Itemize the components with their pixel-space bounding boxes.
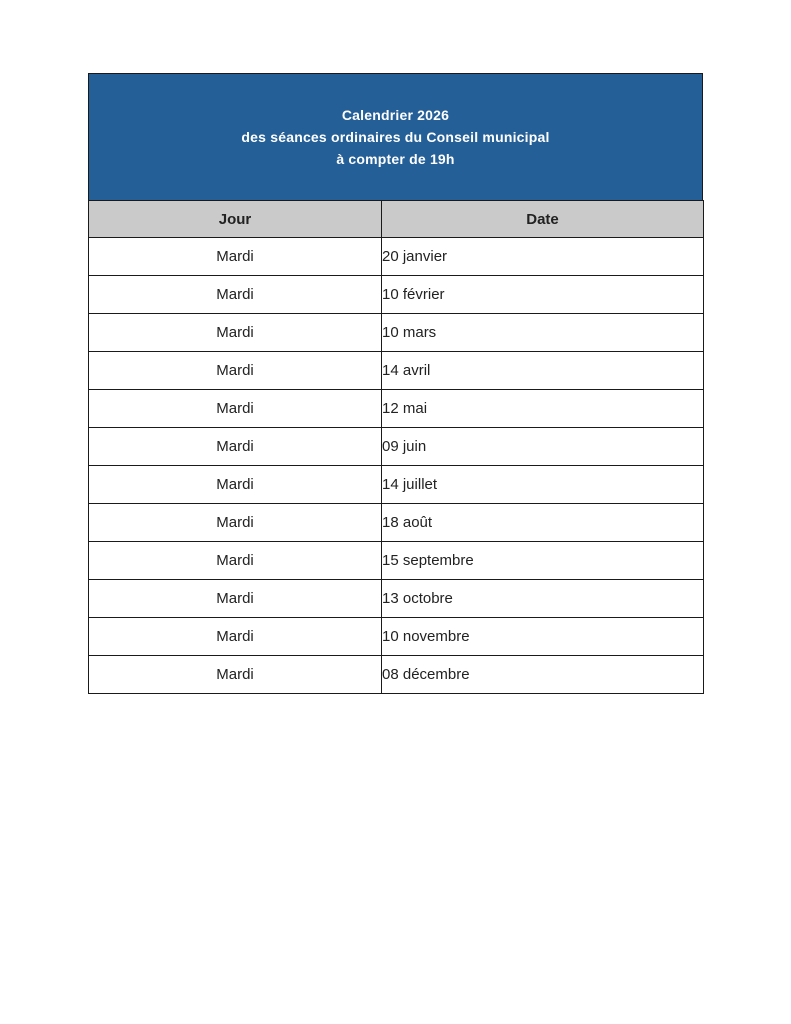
cell-date: 13 octobre [382,580,704,618]
table-body [89,238,704,694]
sessions-table [88,200,704,694]
table-row [89,428,704,466]
calendar-document [88,73,703,694]
column-header-date: Date [382,201,704,238]
title-line-1: Calendrier 2026 [341,107,450,123]
cell-date: 10 mars [382,314,704,352]
cell-jour: Mardi [89,504,382,542]
cell-date: 20 janvier [382,238,704,276]
table-row [89,466,704,504]
cell-date: 14 avril [382,352,704,390]
cell-jour: Mardi [89,276,382,314]
title-line-2: des séances ordinaires du Conseil municipal [241,129,550,145]
title-line-3: à compter de 19h [336,151,455,167]
table-header-row [89,201,704,238]
cell-date: 12 mai [382,390,704,428]
table-row [89,238,704,276]
table-row [89,542,704,580]
table-row [89,656,704,694]
cell-date: 10 novembre [382,618,704,656]
cell-date: 15 septembre [382,542,704,580]
cell-jour: Mardi [89,314,382,352]
cell-jour: Mardi [89,352,382,390]
calendar-title-banner [88,73,703,200]
cell-date: 18 août [382,504,704,542]
cell-jour: Mardi [89,542,382,580]
table-row [89,314,704,352]
cell-jour: Mardi [89,390,382,428]
cell-jour: Mardi [89,466,382,504]
table-row [89,390,704,428]
table-row [89,276,704,314]
cell-date: 09 juin [382,428,704,466]
cell-jour: Mardi [89,238,382,276]
cell-date: 10 février [382,276,704,314]
column-header-jour: Jour [89,201,382,238]
cell-jour: Mardi [89,580,382,618]
cell-date: 08 décembre [382,656,704,694]
table-row [89,504,704,542]
table-row [89,580,704,618]
cell-jour: Mardi [89,656,382,694]
cell-jour: Mardi [89,428,382,466]
table-row [89,618,704,656]
table-row [89,352,704,390]
cell-date: 14 juillet [382,466,704,504]
cell-jour: Mardi [89,618,382,656]
